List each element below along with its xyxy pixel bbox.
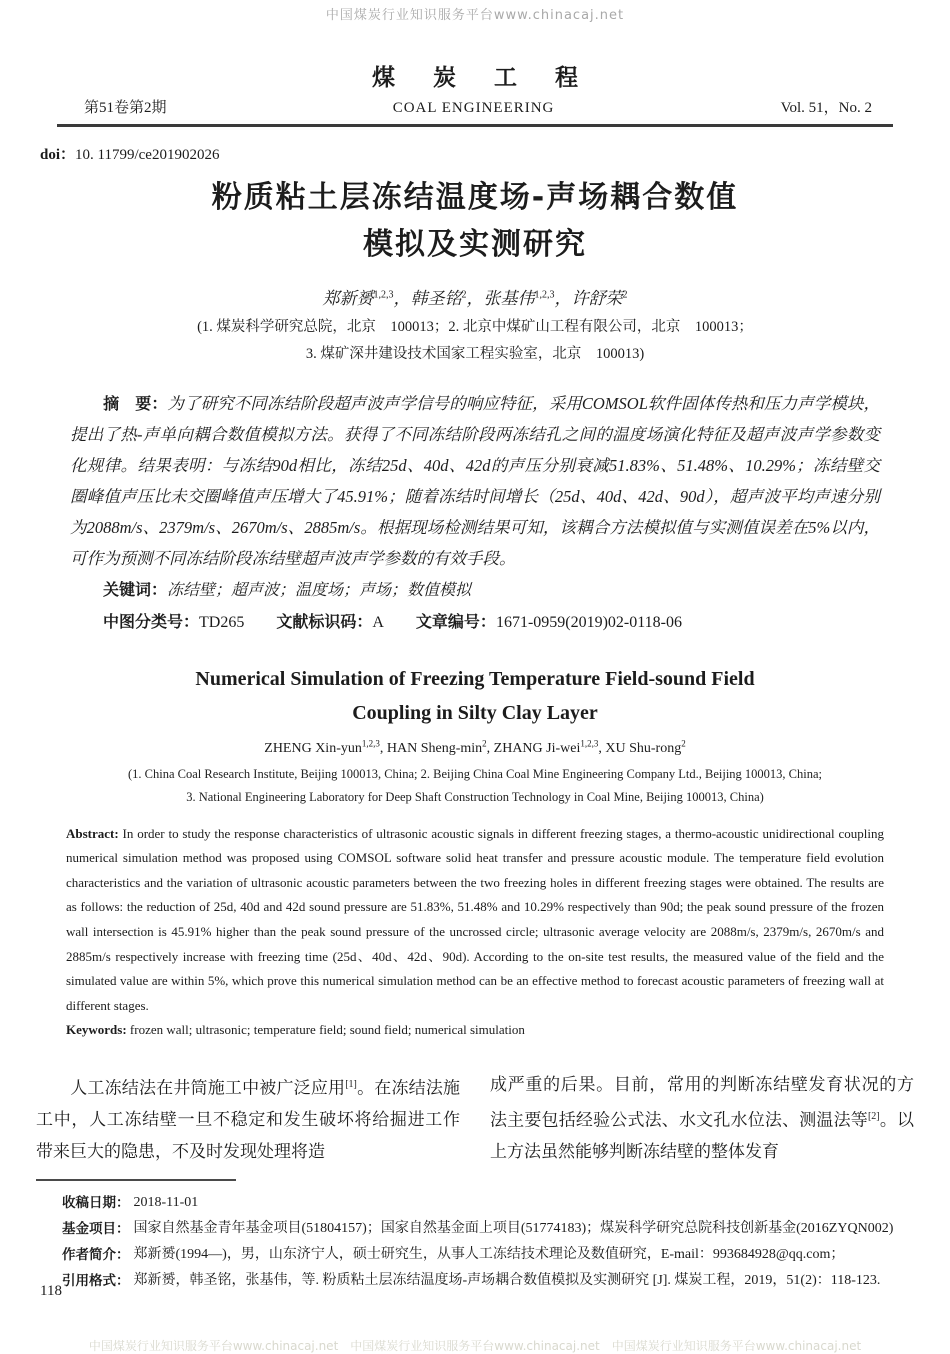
abstract-cn: [70, 388, 880, 574]
author-cn: 许舒荣$^2$: [571, 289, 628, 308]
affiliation-en-line1: (1. China Coal Research Institute, Beijing 100013, China; 2. Beijing China Coal Mine Engineering Company Ltd., Beijing 100013, China;: [127, 766, 822, 781]
abstract-en-label: Abstract:: [66, 825, 119, 841]
article-id-item: [416, 614, 682, 631]
affiliations-cn: [0, 314, 950, 368]
journal-title-cn: 煤 炭 工 程: [371, 65, 594, 91]
journal-title-en: COAL ENGINEERING: [392, 100, 555, 116]
article-title-en-line1: Numerical Simulation of Freezing Temperature Field-sound Field: [195, 668, 755, 690]
clc-label: 中图分类号：: [103, 612, 200, 631]
footnote-citation-format: [62, 1268, 914, 1294]
abstract-en: [66, 822, 884, 1019]
body-left-text2: 。在冻结法施工中，人工冻结壁一旦不稳定和发生破坏将给掘进工作带来巨大的隐患，不及时发现处理将造: [36, 1078, 461, 1161]
clc-value: TD265: [199, 614, 245, 631]
top-watermark: 中国煤炭行业知识服务平台www.chinacaj.net: [325, 8, 625, 23]
abstract-cn-text: 为了研究不同冻结阶段超声波声学信号的响应特征，采用COMSOL软件固体传热和压力声学模块，提出了热-声单向耦合数值模拟方法。获得了不同冻结阶段两冻结孔之间的温度场演化特征及超声波声学参数变化规律。结果表明：与冻结90d相比，冻结25d、40d、42d的声压分别衰减51.83%、51.48%、10.29%；冻结壁交圈峰值声压比未交圈峰值声压增大了45.91%；随着冻结时间增长（25d、40d、42d、90d），超声波平均声速分别为2088m/s、2379m/s、2670m/s、2885m/s。根据现场检测结果可知，该耦合方法模拟值与实测值误差在5%以内，可作为预测不同冻结阶段冻结壁超声波声学参数的有效手段。: [70, 394, 880, 568]
doc-code-item: [276, 614, 384, 631]
authors-cn: [0, 284, 950, 309]
reference-mark-1: [1]: [345, 1079, 357, 1090]
article-title-cn: [0, 174, 950, 268]
footnote-label: 作者简介：: [62, 1247, 130, 1264]
affiliation-en-line2: 3. National Engineering Laboratory for Deep Shaft Construction Technology in Coal Mine, Beijing 100013, China): [186, 789, 764, 804]
keywords-cn-line: [70, 575, 880, 606]
header-divider: [57, 124, 893, 127]
footnote-author-bio: [62, 1242, 914, 1268]
author-en: XU Shu-rong$^2$: [605, 738, 686, 756]
body-left-text1: 人工冻结法在井筒施工中被广泛应用: [70, 1078, 346, 1098]
keywords-en-text: frozen wall; ultrasonic; temperature field; sound field; numerical simulation: [126, 1022, 525, 1038]
keywords-en-label: Keywords:: [66, 1022, 127, 1038]
article-title-cn-line1: 粉质粘土层冻结温度场-声场耦合数值: [211, 180, 739, 215]
author-cn: 郑新赟$^{1,2,3}$，: [322, 289, 411, 308]
affiliation-cn-line1: (1. 煤炭科学研究总院，北京 100013；2. 北京中煤矿山工程有限公司，北京 100013；: [197, 319, 753, 335]
body-right-text2: 。以上方法虽然能够判断冻结壁的整体发育: [490, 1110, 915, 1161]
authors-en: [0, 738, 950, 757]
clc-item: [103, 614, 244, 631]
doi-label: doi：: [40, 147, 76, 163]
bottom-watermark-clipped: 中国煤炭行业知识服务平台www.chinacaj.net 中国煤炭行业知识服务平台www.chinacaj.net 中国煤炭行业知识服务平台www.chinacaj.net: [88, 1339, 862, 1353]
reference-mark-2: [2]: [867, 1110, 880, 1122]
author-en: ZHANG Ji-wei$^{1,2,3}$,: [493, 738, 606, 756]
footnote-text: 郑新赟(1994—)，男，山东济宁人，硕士研究生，从事人工冻结技术理论及数值研究，E-mail：993684928@qq.com；: [133, 1247, 845, 1263]
author-en: ZHENG Xin-yun$^{1,2,3}$,: [264, 738, 387, 756]
keywords-cn-text: 冻结壁；超声波；温度场；声场；数值模拟: [167, 582, 472, 599]
body-right-text1: 成严重的后果。目前，常用的判断冻结壁发育状况的方法主要包括经验公式法、水文孔水位法、测温法等: [490, 1075, 914, 1130]
footnote-label: 引用格式：: [62, 1273, 130, 1290]
doi-line: [40, 143, 950, 164]
doc-code-label: 文献标识码：: [276, 612, 373, 631]
author-cn: 韩圣铭$^2$，: [410, 289, 484, 308]
article-id-value: 1671-0959(2019)02-0118-06: [495, 614, 682, 631]
affiliations-en: [0, 763, 950, 809]
footnote-text: 2018-11-01: [133, 1195, 199, 1211]
footnote-funding: [62, 1216, 914, 1242]
article-id-label: 文章编号：: [415, 612, 496, 631]
article-title-cn-line2: 模拟及实测研究: [363, 227, 587, 262]
page-number: 118: [40, 1283, 62, 1299]
body-columns: [36, 1069, 914, 1167]
article-title-en-line2: Coupling in Silty Clay Layer: [352, 702, 598, 724]
doi-value: 10. 11799/ce201902026: [75, 147, 220, 163]
body-column-left: [36, 1069, 460, 1167]
footnote-received-date: [62, 1190, 914, 1216]
doc-code-value: A: [372, 614, 384, 631]
footnote-divider: [36, 1179, 236, 1181]
footnote-text: 郑新赟，韩圣铭，张基伟，等. 粉质粘土层冻结温度场-声场耦合数值模拟及实测研究 [J]. 煤炭工程，2019，51(2)：118-123.: [133, 1273, 881, 1289]
issue-label-en: Vol. 51，No. 2: [780, 100, 872, 116]
article-title-en: [0, 662, 950, 730]
body-column-right: [490, 1069, 914, 1167]
footnotes: [62, 1190, 914, 1294]
classification-line: [70, 607, 880, 638]
abstract-en-text: In order to study the response characteristics of ultrasonic acoustic signals in different freezing stages, a thermo-acoustic unidirectional coupling numerical simulation method was proposed using COMSOL software solid heat transfer and pressure acoustic module. The temperature field evolution characteristics and the variation of ultrasonic acoustic parameters between the two freezing holes in different freezing stages were obtained. The results are as follows: the reduction of 25d, 40d and 42d sound pressure are 51.83%, 51.48% and 10.29% respectively than 90d; the peak sound pressure of the frozen wall intersection is 45.91% higher than the peak sound pressure of the uncrossed circle; ultrasonic average velocity are 2088m/s, 2379m/s, 2670m/s and 2885m/s respectively increase with freezing time (25d、40d、42d、90d). According to the on-site test results, the measured value of the field and the simulated value are within 5%, which prove this numerical simulation method can be an effective method to forecast acoustic parameters of freezing wall at different stages.: [66, 825, 884, 1013]
affiliation-cn-line2: 3. 煤矿深井建设技术国家工程实验室，北京 100013): [305, 346, 645, 362]
keywords-cn-label: 关键词：: [103, 580, 168, 599]
footnote-label: 基金项目：: [62, 1221, 130, 1238]
footnote-text: 国家自然基金青年基金项目(51804157)；国家自然基金面上项目(51774183)；煤炭科学研究总院科技创新基金(2016ZYQN002): [133, 1221, 894, 1237]
issue-label-cn: 第51卷第2期: [84, 100, 167, 116]
keywords-en-line: [66, 1018, 884, 1043]
footnote-label: 收稿日期：: [62, 1195, 130, 1212]
author-cn: 张基伟$^{1,2,3}$，: [483, 289, 572, 308]
abstract-cn-label: 摘 要：: [103, 394, 168, 413]
journal-header-row: [60, 96, 890, 117]
author-en: HAN Sheng-$\min^2$,: [386, 738, 494, 756]
